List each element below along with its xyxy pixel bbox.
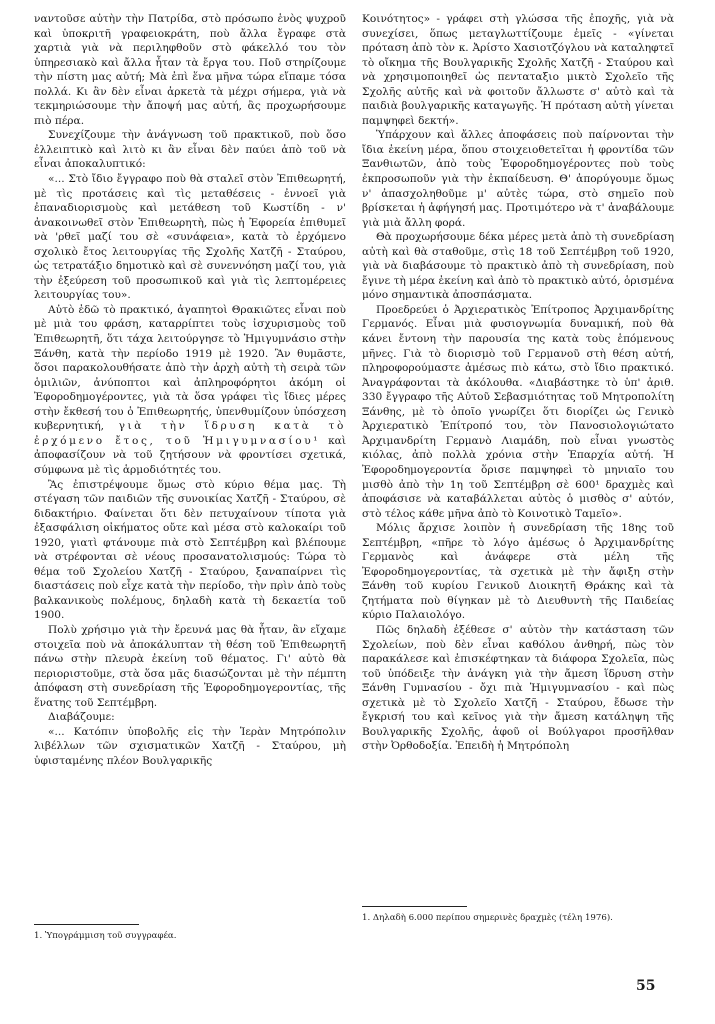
- right-text-column: [362, 12, 674, 754]
- paragraph: Ὑπάρχουν καὶ ἄλλες ἀποφάσεις ποὺ παίρνονται τὴν ἴδια ἐκείνη μέρα, ὅπου στοιχειοθετεῖται ἡ φροντίδα τῶν Ξανθιωτῶν, ἀπὸ τοὺς Ἐφοροδημογέροντες ποὺ τοὺς ἐκπροσωποῦν γιὰ τὴν ἐκπαίδευση. Θ' ἀπορύγουμε ὅμως ν' ἀπασχοληθοῦμε μ' αὐτὲς τώρα, στὸ σημεῖο ποὺ βρίσκεται ἡ ἀφήγησή μας. Προτιμότερο νὰ τ' ἀναβάλουμε γιὰ μιὰ ἄλλη φορά.: [362, 129, 674, 229]
- paragraph: Μόλις ἄρχισε λοιπὸν ἡ συνεδρίαση τῆς 18ης τοῦ Σεπτέμβρη, «πῆρε τὸ λόγο ἀμέσως ὁ Ἀρχιμανδρίτης Γερμανὸς καὶ ἀνάφερε στὰ μέλη τῆς Ἐφοροδημογεροντίας, τὰ σχετικὰ μὲ τὴν ἄφιξη στὴν Ξάνθη τοῦ κυρίου Γενικοῦ Διοικητῆ Θράκης καὶ τὰ ζητήματα ποὺ θίγηκαν μὲ τὸ Διευθυντὴ τῆς Παιδείας κύριο Παλαιολόγο.: [362, 522, 674, 622]
- paragraph: Συνεχίζουμε τὴν ἀνάγνωση τοῦ πρακτικοῦ, ποὺ ὅσο ἐλλειπτικὸ καὶ λιτὸ κι ἂν εἶναι δὲν παύει ἀπὸ τοῦ νὰ εἶναι ἀποκαλυπτικό:: [34, 129, 346, 171]
- paragraph: Θὰ προχωρήσουμε δέκα μέρες μετὰ ἀπὸ τὴ συνεδρίαση αὐτὴ καὶ θὰ σταθοῦμε, στὶς 18 τοῦ Σεπτέμβρη τοῦ 1920, γιὰ νὰ διαβάσουμε τὸ πρακτικὸ ἀπὸ τὴ συνεδρίαση, ποὺ ἔγινε τὴ μέρα ἐκείνη καὶ ἀπὸ τὸ πρακτικὸ αὐτό, ὁρισμένα μόνο σημαντικὰ ἀποσπάσματα.: [362, 231, 674, 302]
- left-text-column: [34, 12, 346, 768]
- paragraph: Προεδρεύει ὁ Ἀρχιερατικὸς Ἐπίτροπος Ἀρχιμανδρίτης Γερμανός. Εἶναι μιὰ φυσιογνωμία δυναμική, ποὺ θὰ κάνει ἔντονη τὴν παρουσία της κατὰ τοὺς ἑπόμενους μῆνες. Γιὰ τὸ διορισμὸ τοῦ Γερμανοῦ στὴ θέση αὐτή, πληροφορούμαστε ἀμέσως πιὸ κάτω, στὸ ἴδιο πρακτικό. Ἀναγράφονται τὰ ἀκόλουθα. «Διαβάστηκε τὸ ὑπ' ἀριθ. 330 ἔγγραφο τῆς Αὐτοῦ Σεβασμιότητας τοῦ Μητροπολίτη Ξάνθης, μὲ τὸ ὁποῖο γνωρίζει ὅτι διορίζει ὡς Γενικὸ Ἀρχιερατικὸ Ἐπίτροπό του, τὸν Πανοσιολογιώτατο Ἀρχιμανδρίτη Γερμανὸ Λιαμάδη, ποὺ εἶναι γνωστὸς κιόλας, ἀπὸ πολλὰ χρόνια στὴν Ἐπαρχία αὐτή. Ἡ Ἐφοροδημογεροντία ὅρισε παμψηφεὶ τὸ μηνιαῖο του μισθὸ ἀπὸ τὴν 1η τοῦ Σεπτέμβρη σὲ 600¹ δραχμὲς καὶ ἀποφάσισε νὰ καταβάλλεται αὐτὸς ὁ μισθὸς σ' αὐτόν, στὸ τέλος κάθε μῆνα ἀπὸ τὸ Κοινοτικὸ Ταμεῖο».: [362, 303, 674, 520]
- paragraph: Διαβάζουμε:: [48, 711, 115, 724]
- paragraph-text: καὶ ἀποφασίζουν νὰ τοῦ ζητήσουν νὰ φροντίσει σχετικά, σύμφωνα μὲ τὶς ἁρμοδιότητές του.: [34, 434, 346, 476]
- emphasized-phrase: γιὰ τὴν ἵδρυση κατὰ τὸ ἐρχόμενο ἔτος, τοῦ Ἡμιγυμνασίου¹: [34, 420, 346, 447]
- quoted-paragraph: «... Στὸ ἴδιο ἔγγραφο ποὺ θὰ σταλεῖ στὸν Ἐπιθεωρητή, μὲ τὶς προτάσεις καὶ τὶς μεταθέσεις - ἐννοεῖ γιὰ ἐπαναδιορισμοὺς καὶ μετάθεση τοῦ Κωστίδη - ν' ἀνακοινωθεῖ στὸν Ἐπιθεωρητὴ, πὼς ἡ Ἐφορεία ἐπιθυμεῖ νὰ 'ρθεῖ μαζί του σὲ «συνάφεια», κατὰ τὸ ἐρχόμενο σχολικὸ ἔτος λειτουργίας τῆς Σχολῆς Χατζῆ - Σταύρου, ὡς τετρατάξιο δημοτικὸ καὶ σὲ συνεννόηση μαζί του, γιὰ τὴν ἐξεύρεση τοῦ προσωπικοῦ καὶ γιὰ τὶς λεπτομέρειες λειτουργίας του».: [34, 173, 346, 302]
- footnote-text: 1. Ὑπογράμμιση τοῦ συγγραφέα.: [34, 931, 177, 941]
- quoted-paragraph: «... Κατόπιν ὑποβολῆς εἰς τὴν Ἱερὰν Μητρόπολιν λιβέλλων τῶν σχισματικῶν Χατζῆ - Σταύρου, μὴ ὑφισταμένης πλέον Βουλγαρικῆς: [34, 725, 346, 767]
- footnote-right: [362, 906, 674, 924]
- paragraph: Κοινότητος» - γράφει στὴ γλώσσα τῆς ἐποχῆς, γιὰ νὰ συνεχίσει, ὅπως μεταγλωττίζουμε ἐμεῖς - «γίνεται πρόταση ἀπὸ τὸν κ. Ἀρίστο Χασιοτζόγλου νὰ καταληφτεῖ τὸ οἴκημα τῆς Βουλγαρικῆς Σχολῆς Χατζῆ - Σταύρου καὶ νὰ χρησιμοποιηθεῖ ὡς πενταταξιο μικτὸ Σχολεῖο τῆς Σχολῆς αὐτῆς καὶ νὰ φοιτοῦν ἄλλωστε σ' αὐτὸ καὶ τὰ παιδιὰ βουλγαρικῆς καταγωγῆς. Ἡ πρόταση αὐτὴ γίνεται παμψηφεὶ δεκτή».: [362, 13, 674, 127]
- footnote-separator: [34, 924, 139, 925]
- paragraph: Ἂς ἐπιστρέψουμε ὅμως στὸ κύριο θέμα μας. Τὴ στέγαση τῶν παιδιῶν τῆς συνοικίας Χατζῆ - Σταύρου, σὲ διδακτήριο. Φαίνεται ὅτι δὲν πετυχαίνουν τίποτα γιὰ ἐξασφάλιση οἰκήματος οὔτε καὶ μέσα στὸ καλοκαίρι τοῦ 1920, γιατὶ φτάνουμε πιὰ στὸ Σεπτέμβρη καὶ βλέπουμε νὰ στρέφονται σὲ νέους προσανατολισμούς: Τώρα τὸ θέμα τοῦ Σχολείου Χατζῆ - Σταύρου, ξαναπαίρνει τὶς διαστάσεις ποὺ εἶχε κατὰ τὴν περίοδο, τὴν πρὶν ἀπὸ τοὺς βαλκανικοὺς πολέμους, δηλαδὴ κατὰ τὴ δεκαετία τοῦ 1900.: [34, 478, 346, 622]
- footnote-text: 1. Δηλαδὴ 6.000 περίπου σημερινὲς δραχμὲς (τέλη 1976).: [362, 913, 613, 923]
- paragraph-text: Αὐτὸ ἐδῶ τὸ πρακτικό, ἀγαπητοὶ Θρακιῶτες εἶναι ποὺ μὲ μιὰ του φράση, καταρρίπτει τοὺς ἰσχυρισμοὺς τοῦ Ἐπιθεωρητῆ, ὅτι τάχα λειτούργησε τὸ Ἡμιγυμνάσιο στὴν Ξάνθη, κατὰ τὴν περίοδο 1919 μὲ 1920. Ἂν θυμᾶστε, ὅσοι παρακολουθήσατε ἀπὸ τὴν ἀρχὴ αὐτὴ τὴ σειρὰ τῶν ὁμιλιῶν, ἀνύποπτοι καὶ ἀπληροφόρητοι ἀκόμη οἱ Ἐφοροδημογέροντες, γιὰ τὰ ὅσα γράφει τὶς ἴδιες μέρες στὴν ἔκθεσή του ὁ Ἐπιθεωρητής, ὑπενθυμίζουν ὑπόσχεση κυβερνητική,: [34, 303, 346, 433]
- footnote-separator: [362, 906, 467, 907]
- footnote-left: [34, 924, 346, 942]
- paragraph: [34, 303, 346, 478]
- paragraph: Πολὺ χρήσιμο γιὰ τὴν ἔρευνά μας θὰ ἦταν, ἂν εἴχαμε στοιχεῖα ποὺ νὰ ἀποκάλυπταν τὴ θέση τοῦ Ἐπιθεωρητῆ πάνω στὴν πλευρὰ ἐκείνη τοῦ θέματος. Γι' αὐτὸ θὰ περιοριστοῦμε, στὰ ὅσα μᾶς διασώζονται μὲ τὴν πέμπτη ἀπόφαση στὴ συνεδρίαση τῆς Ἐφοροδημογεροντίας, τῆς ἕνατης τοῦ Σεπτέμβρη.: [34, 623, 346, 709]
- paragraph: Πῶς δηλαδὴ ἐξέθεσε σ' αὐτὸν τὴν κατάσταση τῶν Σχολείων, ποὺ δὲν εἶναι καθόλου ἀνθηρή, πὼς τὸν παρακάλεσε καὶ ἐπισκέφτηκαν τὰ διάφορα Σχολεῖα, πὼς τοῦ ὑπόδειξε τὴν ἀνάγκη γιὰ τὴν ἄμεση ἵδρυση στὴν Ξάνθη Γυμνασίου - ὄχι πιὰ Ἡμιγυμνασίου - καὶ πὼς σχετικὰ μὲ τὸ Σχολεῖο Χατζῆ - Σταύρου, ἔδωσε τὴν ἔγκρισή του καὶ κεῖνος γιὰ τὴν ἄμεση κατάληψη τῆς Βουλγαρικῆς Σχολῆς, ἀφοῦ οἱ Βούλγαροι προσῆλθαν στὴν Ὀρθοδοξία. Ἐπειδὴ ἡ Μητρόπολη: [362, 623, 674, 753]
- paragraph: ναντοῦσε αὐτὴν τὴν Πατρίδα, στὸ πρόσωπο ἑνὸς ψυχροῦ καὶ ὑποκριτῆ γραφειοκράτη, ποὺ ἄλλα ἔγραφε στὰ χαρτιὰ γιὰ νὰ περιληφθοῦν στὸ φάκελλό του τὸν ὑπηρεσιακὸ καὶ ἄλλα ἦταν τὰ ἔργα του. Ποῦ στηρίζουμε τὴν πίστη μας αὐτή; Μὰ ἐπὶ ἕνα μῆνα τώρα εἴπαμε τόσα πολλά. Κι ἂν δὲν εἶναι ἀρκετὰ τὰ μέχρι σήμερα, γιὰ νὰ τεκμηριώσουμε τὴν ἄποψή μας αὐτή, ἂς προχωρήσουμε πιὸ πέρα.: [34, 13, 346, 127]
- page-number: 55: [636, 978, 656, 994]
